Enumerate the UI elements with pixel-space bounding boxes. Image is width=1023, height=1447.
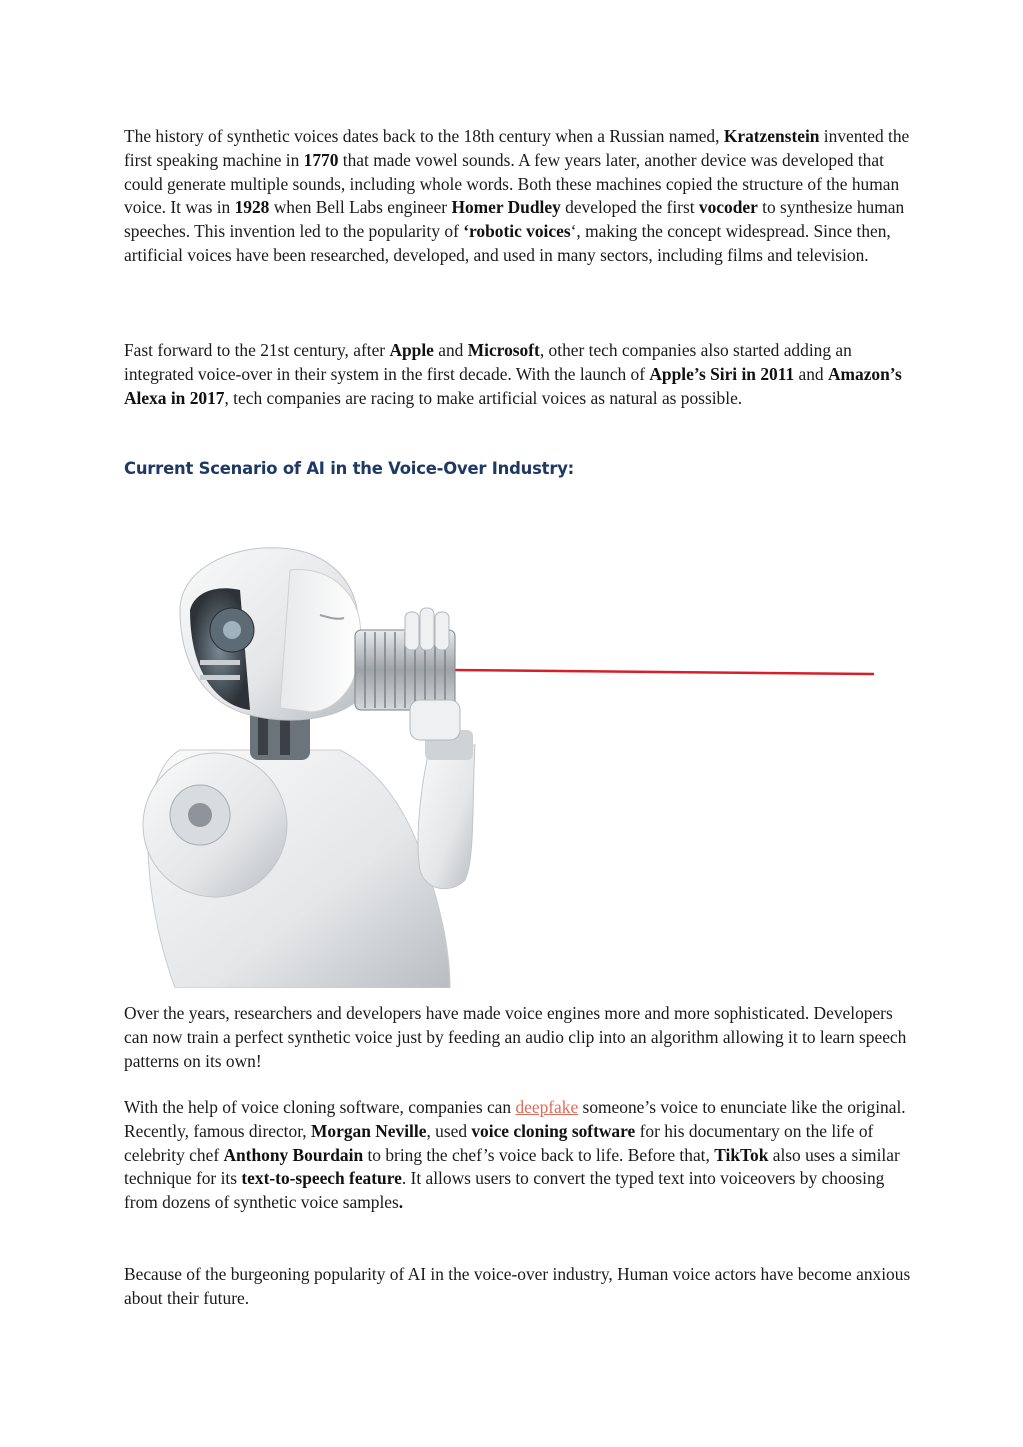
paragraph-voice-cloning: With the help of voice cloning software, companies can deepfake someone’s voice to enunciate like the original. Recently, famous director, Morgan Neville, used voice cloning software for his documentary on the life of celebrity chef Anthony Bourdain to bring the chef’s voice back to life. Before that, TikTok also uses a similar technique for its text-to-speech feature. It allows users to convert the typed text into voiceovers by choosing from dozens of synthetic voice samples.: [124, 1097, 906, 1213]
paragraph-voice-engines: Over the years, researchers and developers have made voice engines more and more sophisticated. Developers can now train a perfect synthetic voice just by feeding an audio clip into an algorithm allowing it to learn speech patterns on its own!: [124, 1003, 907, 1071]
paragraph-voice-actors: Because of the burgeoning popularity of AI in the voice-over industry, Human voice actors have become anxious about their future.: [124, 1264, 911, 1308]
string-line: [452, 670, 874, 674]
paragraph-history: The history of synthetic voices dates back to the 18th century when a Russian named, Kratzenstein invented the first speaking machine in 1770 that made vowel sounds. A few years later, another device was developed that could generate multiple sounds, including whole words. Both these machines copied the structure of the human voice. It was in 1928 when Bell Labs engineer Homer Dudley developed the first vocoder to synthesize human speeches. This invention led to the popularity of ‘robotic voices‘, making the concept widespread. Since then, artificial voices have been researched, developed, and used in many sectors, including films and television.: [124, 126, 910, 265]
robot-tin-can-illustration: [120, 530, 910, 988]
deepfake-link[interactable]: deepfake: [515, 1097, 579, 1117]
paragraph-21st-century: Fast forward to the 21st century, after Apple and Microsoft, other tech companies also started adding an integrated voice-over in their system in the first decade. With the launch of Apple’s Siri in 2011 and Amazon’s Alexa in 2017, tech companies are racing to make artificial voices as natural as possible.: [124, 340, 902, 408]
section-heading: Current Scenario of AI in the Voice-Over Industry:: [124, 459, 575, 478]
